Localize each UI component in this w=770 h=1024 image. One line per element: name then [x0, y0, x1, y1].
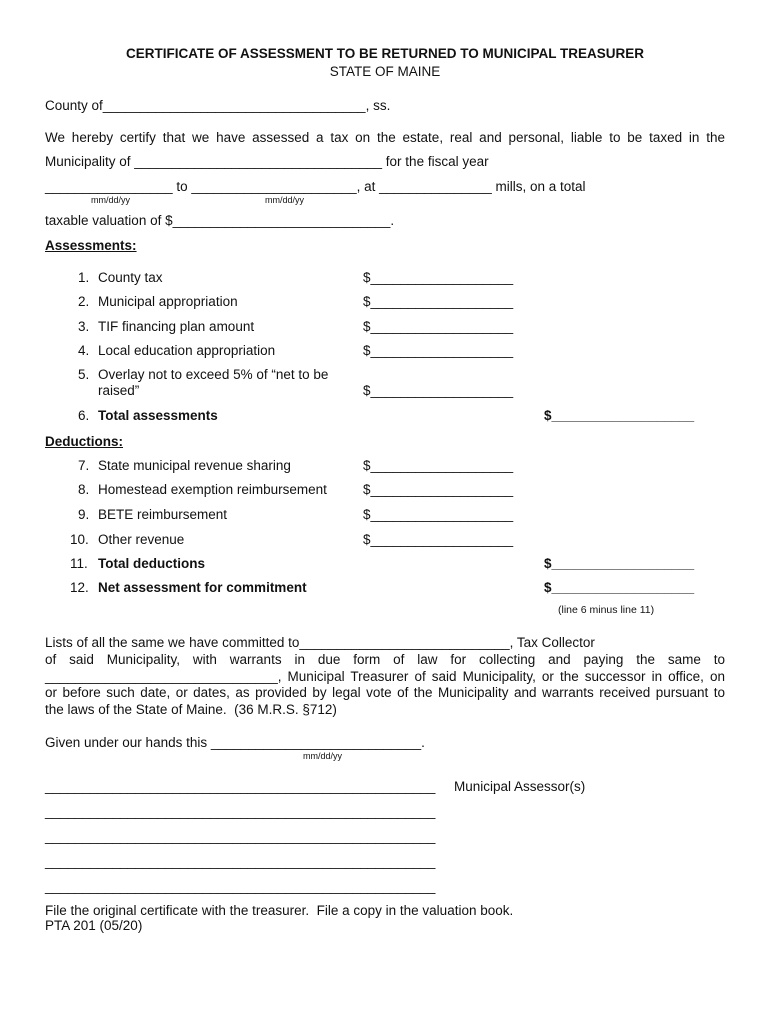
form-subtitle: STATE OF MAINE	[329, 64, 441, 79]
signature-line: ____________________________________________________	[45, 854, 436, 869]
assessments-header: Assessments:	[45, 238, 137, 253]
assessment-amount-blank: $___________________	[363, 343, 514, 358]
deduction-num: 9.	[78, 507, 90, 522]
deduction-num: 7.	[78, 458, 90, 473]
assessment-label: Local education appropriation	[98, 343, 276, 358]
assessment-label: Municipal appropriation	[98, 294, 238, 309]
deduction-label: Other revenue	[98, 532, 185, 547]
deduction-num: 8.	[78, 482, 90, 497]
lists-line-2: of said Municipality, with warrants in due form of law for collecting and paying the same to	[45, 652, 725, 667]
signature-label: Municipal Assessor(s)	[454, 779, 586, 794]
certify-line-2: Municipality of _________________________________ for the fiscal year	[45, 154, 489, 169]
form-title: CERTIFICATE OF ASSESSMENT TO BE RETURNED TO MUNICIPAL TREASURER	[125, 46, 645, 61]
deduction-amount-blank: $___________________	[363, 482, 514, 497]
net-assessment-blank: $___________________	[544, 580, 695, 595]
date-hint-start: mm/dd/yy	[91, 195, 131, 205]
lists-line-3: _______________________________, Municipal Treasurer of said Municipality, or the successor in office, on	[45, 669, 725, 684]
net-assessment-label: Net assessment for commitment	[98, 580, 307, 595]
assessment-num: 2.	[78, 294, 90, 309]
assessment-num: 5.	[78, 367, 90, 382]
total-deductions-label: Total deductions	[98, 556, 205, 571]
given-date-hint: mm/dd/yy	[303, 751, 343, 761]
deduction-label: Homestead exemption reimbursement	[98, 482, 327, 497]
net-assessment-note: (line 6 minus line 11)	[558, 604, 655, 616]
deduction-amount-blank: $___________________	[363, 507, 514, 522]
certify-line-4: taxable valuation of $_____________________________.	[45, 213, 395, 228]
form-number: PTA 201 (05/20)	[45, 918, 143, 933]
total-deductions-blank: $___________________	[544, 556, 695, 571]
signature-line: ____________________________________________________	[45, 829, 436, 844]
deduction-num: 12.	[70, 580, 89, 595]
assessment-num: 3.	[78, 319, 90, 334]
deduction-num: 10.	[70, 532, 89, 547]
assessment-amount-blank: $___________________	[363, 294, 514, 309]
deduction-label: State municipal revenue sharing	[98, 458, 291, 473]
date-hint-end: mm/dd/yy	[265, 195, 305, 205]
given-line: Given under our hands this ____________________________.	[45, 735, 425, 750]
assessment-label: Overlay not to exceed 5% of “net to be	[98, 367, 329, 382]
deduction-label: BETE reimbursement	[98, 507, 228, 522]
assessment-label: TIF financing plan amount	[98, 319, 255, 334]
certify-line-1: We hereby certify that we have assessed a tax on the estate, real and personal, liable to be taxed in the	[45, 130, 725, 145]
lists-line-5: the laws of the State of Maine. (36 M.R.S. §712)	[45, 702, 337, 717]
assessment-amount-blank: $___________________	[363, 270, 514, 285]
lists-line-4: or before such date, or dates, as provided by legal vote of the Municipality and warrants received pursuant to	[45, 685, 725, 700]
deductions-header: Deductions:	[45, 434, 124, 449]
signature-line: ____________________________________________________	[45, 879, 436, 894]
signature-line: ____________________________________________________	[45, 779, 436, 794]
assessment-label-cont: raised”	[98, 383, 140, 398]
deduction-num: 11.	[70, 556, 88, 571]
assessment-num: 4.	[78, 343, 90, 358]
deduction-amount-blank: $___________________	[363, 532, 514, 547]
total-assessments-label: Total assessments	[98, 408, 218, 423]
county-line: County of___________________________________, ss.	[45, 98, 391, 113]
deduction-amount-blank: $___________________	[363, 458, 514, 473]
lists-line-1: Lists of all the same we have committed to____________________________, Tax Collector	[45, 635, 595, 650]
footer-instruction: File the original certificate with the treasurer. File a copy in the valuation book.	[45, 903, 514, 918]
certify-line-3: _________________ to ______________________, at _______________ mills, on a total	[45, 179, 586, 194]
assessment-num: 1.	[78, 270, 90, 285]
assessment-amount-blank: $___________________	[363, 319, 514, 334]
assessment-amount-blank: $___________________	[363, 383, 514, 398]
assessment-label: County tax	[98, 270, 163, 285]
signature-line: ____________________________________________________	[45, 804, 436, 819]
assessment-num: 6.	[78, 408, 90, 423]
total-assessments-blank: $___________________	[544, 408, 695, 423]
